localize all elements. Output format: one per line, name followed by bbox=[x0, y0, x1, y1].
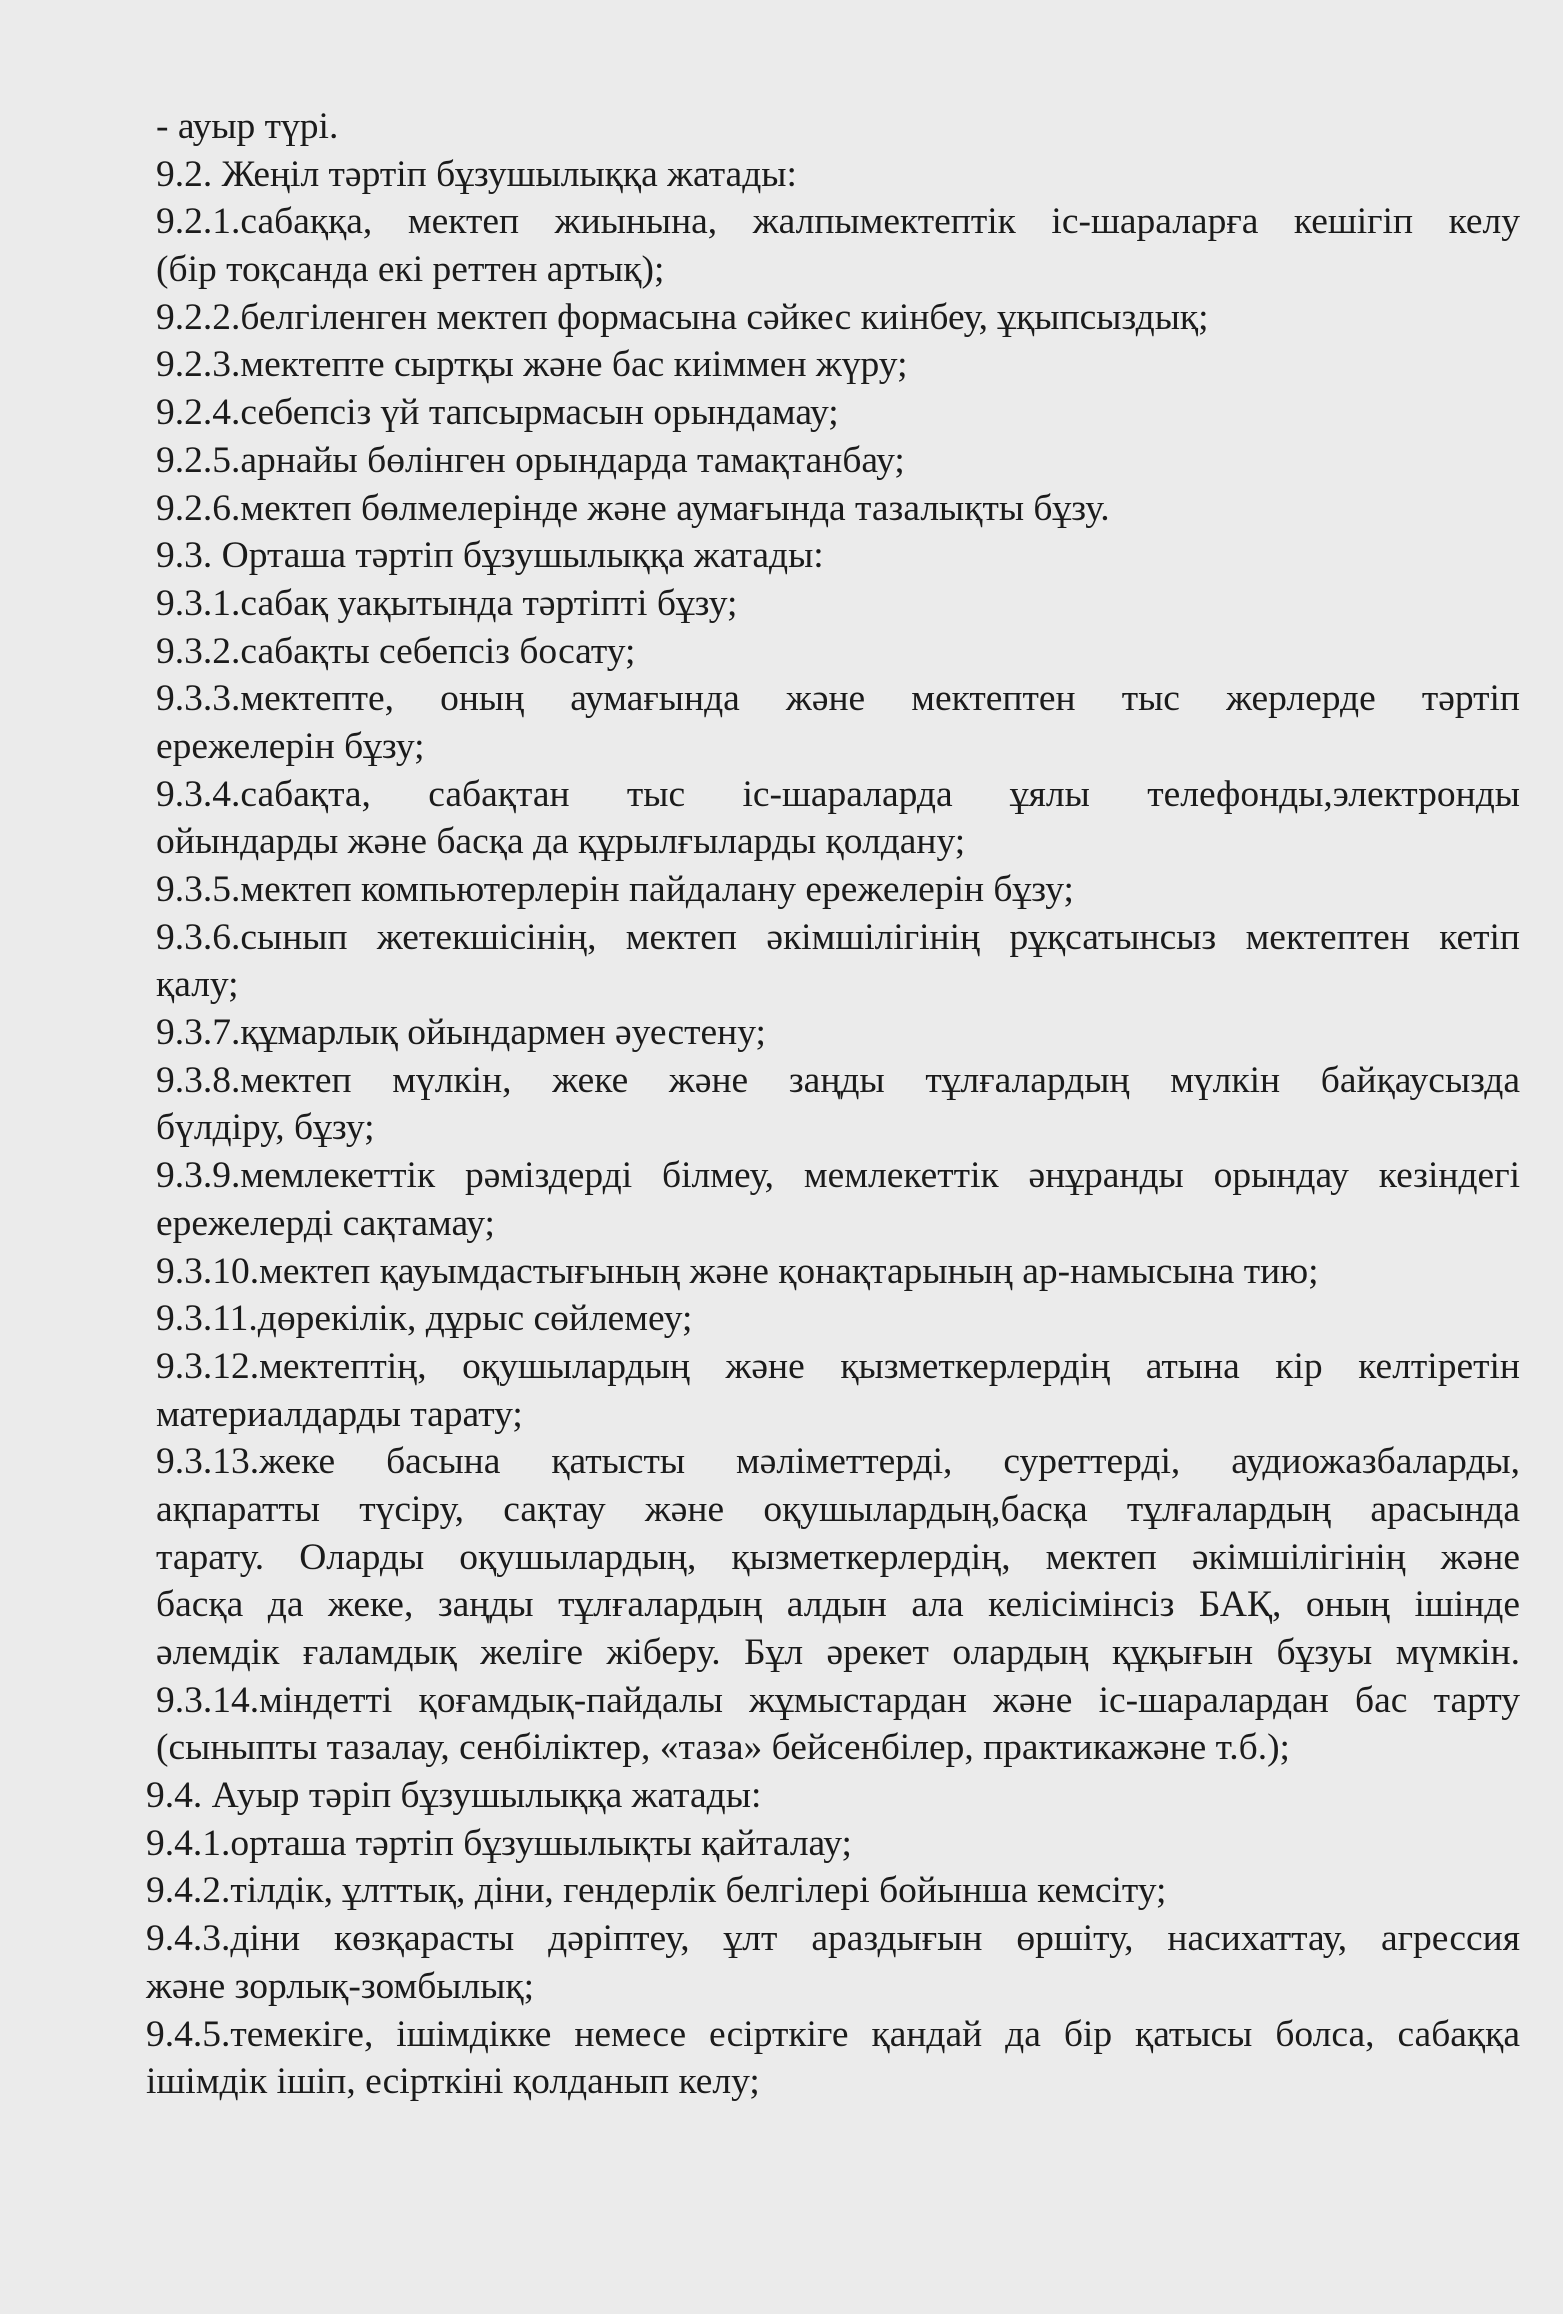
document-body bbox=[140, 103, 1520, 2106]
text-line: 9.3.3.мектепте, оның аумағында және мектептен тыс жерлерде тәртіп bbox=[156, 678, 1520, 720]
text-line: 9.3.10.мектеп қауымдастығының және қонақтарының ар-намысына тию; bbox=[156, 1250, 1319, 1292]
text-line: әлемдік ғаламдық желіге жіберу. Бұл әрекет олардың құқығын бұзуы мүмкін. bbox=[156, 1632, 1520, 1673]
text-line: 9.2.2.белгіленген мектеп формасына сәйкес киінбеу, ұқыпсыздық; bbox=[156, 296, 1209, 338]
text-line: 9.2.6.мектеп бөлмелерінде және аумағында тазалықты бұзу. bbox=[156, 487, 1110, 529]
text-line: 9.2.3.мектепте сыртқы және бас киіммен жүру; bbox=[156, 344, 908, 386]
text-line: 9.3.4.сабақта, сабақтан тыс іс-шараларда ұялы телефонды,электронды bbox=[156, 773, 1520, 815]
text-line: (бір тоқсанда екі реттен артық); bbox=[156, 249, 665, 291]
text-line: 9.3.14.міндетті қоғамдық-пайдалы жұмыстардан және іс-шаралардан бас тарту bbox=[156, 1679, 1520, 1721]
text-line: 9.2.1.сабаққа, мектеп жиынына, жалпымектептік іс-шараларға кешігіп келу bbox=[156, 201, 1520, 243]
text-line: басқа да жеке, заңды тұлғалардың алдын ала келісімінсіз БАҚ, оның ішінде bbox=[156, 1584, 1520, 1626]
text-line: 9.3.13.жеке басына қатысты мәліметтерді, суреттерді, аудиожазбаларды, bbox=[156, 1441, 1520, 1483]
text-line: қалу; bbox=[156, 964, 239, 1006]
text-line: 9.3.7.құмарлық ойындармен әуестену; bbox=[156, 1012, 766, 1054]
text-line: 9.3.1.сабақ уақытында тәртіпті бұзу; bbox=[156, 582, 738, 624]
text-line: ішімдік ішіп, есірткіні қолданып келу; bbox=[146, 2061, 760, 2103]
text-line: 9.4.2.тілдік, ұлттық, діни, гендерлік белгілері бойынша кемсіту; bbox=[146, 1870, 1167, 1912]
text-line: және зорлық-зомбылық; bbox=[146, 1965, 535, 2007]
text-line: 9.3.9.мемлекеттік рәміздерді білмеу, мемлекеттік әнұранды орындау кезіндегі bbox=[156, 1155, 1520, 1197]
text-line: 9.3.5.мектеп компьютерлерін пайдалану ережелерін бұзу; bbox=[156, 869, 1074, 910]
text-line: 9.4.3.діни көзқарасты дәріптеу, ұлт араздығын өршіту, насихаттау, агрессия bbox=[146, 1918, 1520, 1960]
text-line: 9.2.4.себепсіз үй тапсырмасын орындамау; bbox=[156, 392, 839, 434]
text-line: 9.4.5.темекіге, ішімдікке немесе есірткіге қандай да бір қатысы болса, сабаққа bbox=[146, 2013, 1520, 2055]
text-line: 9.3. Орташа тәртіп бұзушылыққа жатады: bbox=[156, 535, 824, 577]
text-line: 9.4.1.орташа тәртіп бұзушылықты қайталау; bbox=[146, 1822, 852, 1864]
text-line: бүлдіру, бұзу; bbox=[156, 1107, 375, 1149]
text-line: - ауыр түрі. bbox=[156, 106, 339, 147]
text-line: 9.3.6.сынып жетекшісінің, мектеп әкімшілігінің рұқсатынсыз мектептен кетіп bbox=[156, 916, 1520, 958]
text-line: ережелерін бұзу; bbox=[156, 725, 425, 767]
text-line: 9.3.11.дөрекілік, дұрыс сөйлемеу; bbox=[156, 1298, 693, 1340]
text-line: 9.3.12.мектептің, оқушылардың және қызметкерлердің атына кір келтіретін bbox=[156, 1345, 1520, 1387]
text-line: (сыныпты тазалау, сенбіліктер, «таза» бейсенбілер, практикажәне т.б.); bbox=[156, 1727, 1290, 1769]
text-line: тарату. Оларды оқушылардың, қызметкерлердің, мектеп әкімшілігінің және bbox=[156, 1536, 1520, 1578]
text-line: ақпаратты түсіру, сақтау және оқушылардың,басқа тұлғалардың арасында bbox=[156, 1488, 1520, 1530]
text-line: 9.2. Жеңіл тәртіп бұзушылыққа жатады: bbox=[156, 153, 797, 195]
text-line: 9.2.5.арнайы бөлінген орындарда тамақтанбау; bbox=[156, 439, 905, 481]
text-line: 9.3.8.мектеп мүлкін, жеке және заңды тұлғалардың мүлкін байқаусызда bbox=[156, 1059, 1520, 1101]
text-line: ережелерді сақтамау; bbox=[156, 1202, 495, 1244]
text-line: 9.3.2.сабақты себепсіз босату; bbox=[156, 630, 636, 672]
text-line: ойындарды және басқа да құрылғыларды қолдану; bbox=[156, 821, 966, 863]
text-line: 9.4. Ауыр тәріп бұзушылыққа жатады: bbox=[146, 1775, 762, 1817]
text-line: материалдарды тарату; bbox=[156, 1393, 523, 1435]
